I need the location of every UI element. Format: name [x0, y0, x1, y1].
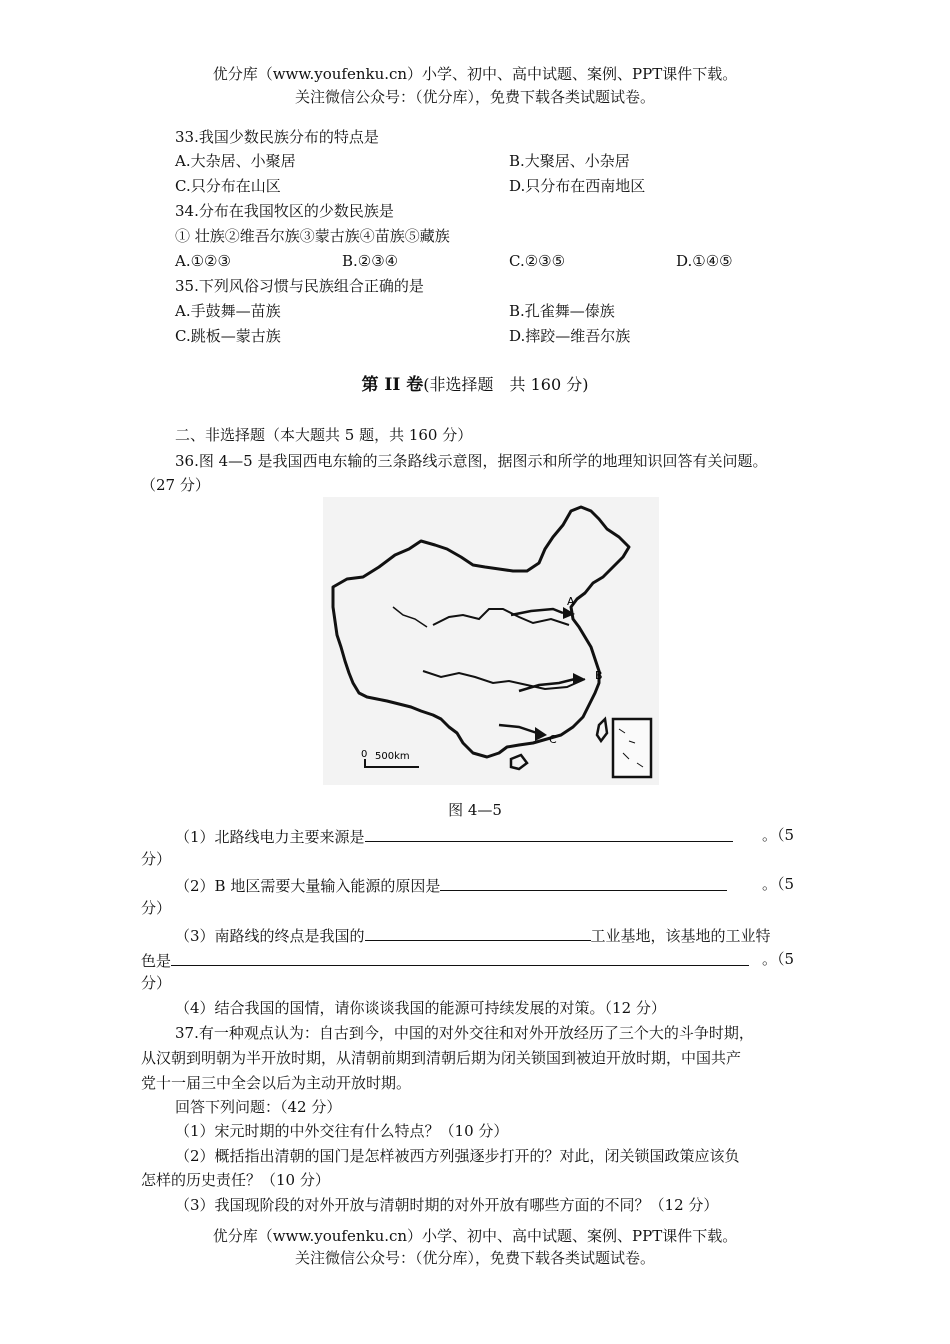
q35-option-a: A.手鼓舞—苗族 [175, 302, 281, 320]
q36-sub3-line-2 [141, 949, 749, 971]
q35-option-c: C.跳板—蒙古族 [175, 327, 281, 345]
scale-zero: 0 [361, 749, 368, 760]
q36-sub2-text: （2）B 地区需要大量输入能源的原因是 [175, 877, 441, 895]
arrow-north-route [511, 609, 563, 615]
q36-sub3-text: （3）南路线的终点是我国的 [175, 927, 365, 945]
map-label-b: B [595, 669, 603, 682]
q36-sub2 [175, 874, 727, 896]
header-line-1: 优分库（www.youfenku.cn）小学、初中、高中试题、案例、PPT课件下载。 [212, 65, 738, 83]
q34-option-d: D.①④⑤ [676, 252, 733, 270]
q34-option-c: C.②③⑤ [509, 252, 566, 270]
q37-sub2-line-1: （2）概括指出清朝的国门是怎样被西方列强逐步打开的？对此，闭关锁国政策应该负 [175, 1147, 740, 1165]
q36-sub2-tail: 分） [141, 899, 172, 917]
country-outline [333, 507, 629, 757]
q36-sub1-text: （1）北路线电力主要来源是 [175, 828, 365, 846]
yangtze-river [423, 671, 585, 689]
q36-sub3-answer-blank-2[interactable] [171, 949, 749, 966]
map-label-c: C [549, 733, 557, 746]
yellow-river [433, 609, 569, 625]
q36-sub3-end: 。（5 [762, 950, 795, 968]
section-title-rest: (非选择题 共 160 分) [423, 375, 589, 394]
q36-sub1-tail: 分） [141, 850, 172, 868]
section-title-bold: 第 II 卷 [361, 375, 424, 395]
south-sea-inset [613, 719, 651, 777]
q35-stem: 35.下列风俗习惯与民族组合正确的是 [175, 277, 424, 295]
q36-sub3-answer-blank-1[interactable] [365, 924, 591, 941]
q36-sub3-l2: 色是 [141, 952, 172, 970]
q36-stem-line-2: （27 分） [141, 476, 210, 494]
figure-caption: 图 4—5 [448, 801, 502, 819]
q34-option-b: B.②③④ [342, 252, 399, 270]
q36-sub1 [175, 825, 733, 847]
q36-sub2-answer-blank[interactable] [440, 874, 727, 891]
q37-stem-line-1: 37.有一种观点认为：自古到今，中国的对外交往和对外开放经历了三个大的斗争时期， [175, 1024, 754, 1042]
q35-option-d: D.摔跤—维吾尔族 [509, 327, 631, 345]
q37-sub1: （1）宋元时期的中外交往有什么特点？（10 分） [175, 1122, 509, 1140]
q36-sub2-end: 。（5 [762, 875, 795, 893]
map-label-a: A [567, 595, 575, 608]
q34-option-a: A.①②③ [175, 252, 231, 270]
arrow-middle-head [573, 673, 585, 685]
q33-option-c: C.只分布在山区 [175, 177, 281, 195]
arrow-south-route [499, 725, 537, 733]
hainan-island [511, 755, 527, 769]
q36-sub3 [175, 924, 771, 946]
q36-sub1-end: 。（5 [762, 826, 795, 844]
section-intro: 二、非选择题（本大题共 5 题，共 160 分） [175, 426, 473, 444]
q37-prompt: 回答下列问题：（42 分） [175, 1098, 342, 1116]
q33-stem: 33.我国少数民族分布的特点是 [175, 128, 379, 146]
q36-sub1-answer-blank[interactable] [365, 825, 733, 842]
map-figure [323, 497, 659, 785]
q36-sub3-tail: 分） [141, 974, 172, 992]
q33-option-b: B.大聚居、小杂居 [509, 152, 630, 170]
china-map [323, 497, 659, 785]
q33-option-a: A.大杂居、小聚居 [175, 152, 296, 170]
footer-line-1: 优分库（www.youfenku.cn）小学、初中、高中试题、案例、PPT课件下载。 [212, 1227, 738, 1245]
q37-stem-line-3: 党十一届三中全会以后为主动开放时期。 [141, 1074, 412, 1092]
footer-line-2: 关注微信公众号：（优分库），免费下载各类试题试卷。 [294, 1249, 655, 1267]
q35-option-b: B.孔雀舞—傣族 [509, 302, 615, 320]
q37-stem-line-2: 从汉朝到明朝为半开放时期，从清朝前期到清朝后期为闭关锁国到被迫开放时期，中国共产 [141, 1049, 742, 1067]
section-title [0, 375, 950, 395]
q34-stem: 34.分布在我国牧区的少数民族是 [175, 202, 394, 220]
taiwan-island [597, 719, 607, 741]
q36-sub4: （4）结合我国的国情，请你谈谈我国的能源可持续发展的对策。（12 分） [175, 999, 666, 1017]
q36-sub3-mid: 工业基地，该基地的工业特 [590, 927, 771, 945]
header-line-2: 关注微信公众号：（优分库），免费下载各类试题试卷。 [294, 88, 655, 106]
scale-distance: 500km [375, 751, 410, 762]
q33-option-d: D.只分布在西南地区 [509, 177, 646, 195]
q36-stem-line-1: 36.图 4—5 是我国西电东输的三条路线示意图，据图示和所学的地理知识回答有关问题。 [175, 452, 768, 470]
q37-sub3: （3）我国现阶段的对外开放与清朝时期的对外开放有哪些方面的不同？（12 分） [175, 1196, 719, 1214]
q37-sub2-line-2: 怎样的历史责任？（10 分） [141, 1171, 330, 1189]
river-upper [393, 607, 427, 627]
q34-items: ① 壮族②维吾尔族③蒙古族④苗族⑤藏族 [175, 227, 450, 245]
